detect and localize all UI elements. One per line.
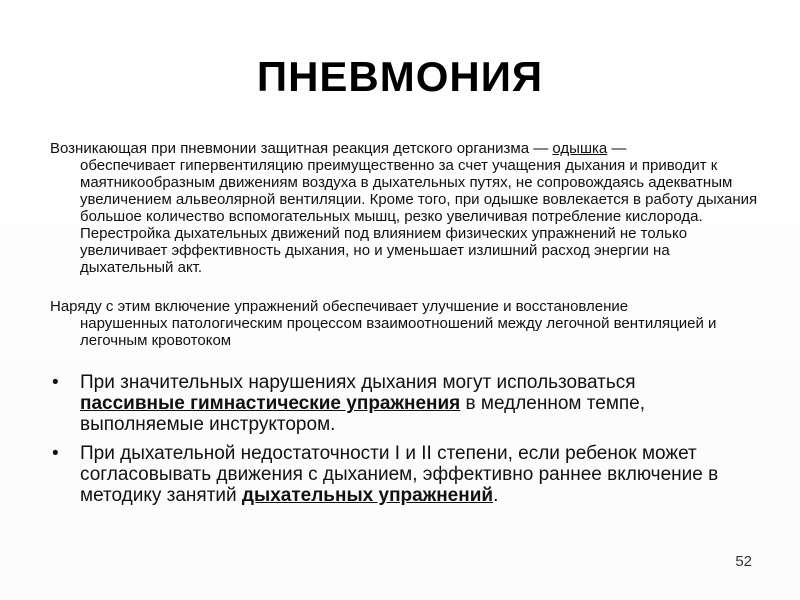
bullet-1-tail: в медленном темпе, выполняемые инструктором. xyxy=(80,393,646,435)
bullet-1-text: При значительных нарушениях дыхания могут использоваться xyxy=(80,372,636,393)
page-number: 52 xyxy=(735,553,752,570)
bullet-item xyxy=(50,443,730,506)
bullet-2-tail: . xyxy=(493,485,499,506)
bullet-marker: • xyxy=(52,443,59,464)
link-passive-exercises[interactable]: пассивные гимнастические упражнения xyxy=(80,393,461,414)
link-odyshka[interactable]: одышка xyxy=(552,140,608,157)
paragraph-2-lead: Наряду с этим включение упражнений обеспечивает улучшение и восстановление xyxy=(50,298,629,315)
paragraph-1 xyxy=(50,140,760,276)
bullet-marker: • xyxy=(52,372,59,393)
bullet-list xyxy=(50,372,730,514)
bullet-item xyxy=(50,372,730,435)
link-breathing-exercises[interactable]: дыхательных упражнений xyxy=(241,485,494,506)
paragraph-1-body: обеспечивает гипервентиляцию преимущественно за счет учащения дыхания и приводит к маятникообразным движениям воздуха в дыхательных путях, не сопровождаясь адекватным увеличением альвеолярной вентиляции. Кроме того, при одышке вовлекается в работу дыхания большое количество вспомогательных мышц, резко увеличивая потребление кислорода. Перестройка дыхательных движений под влиянием физических упражнений не только увеличивает эффективность дыхания, но и уменьшает излишний расход энергии на дыхательный акт. xyxy=(80,157,758,276)
paragraph-2-body: нарушенных патологическим процессом взаимоотношений между легочной вентиляцией и легочным кровотоком xyxy=(80,315,717,349)
paragraph-1-dash: — xyxy=(607,140,627,157)
paragraph-2 xyxy=(50,298,760,349)
paragraph-1-lead: Возникающая при пневмонии защитная реакция детского организма — xyxy=(50,140,553,157)
bullet-2-text: При дыхательной недостаточности I и II степени, если ребенок может согласовывать движения с дыханием, эффективно раннее включение в методику занятий xyxy=(80,443,719,506)
slide-title: ПНЕВМОНИЯ xyxy=(256,53,544,100)
